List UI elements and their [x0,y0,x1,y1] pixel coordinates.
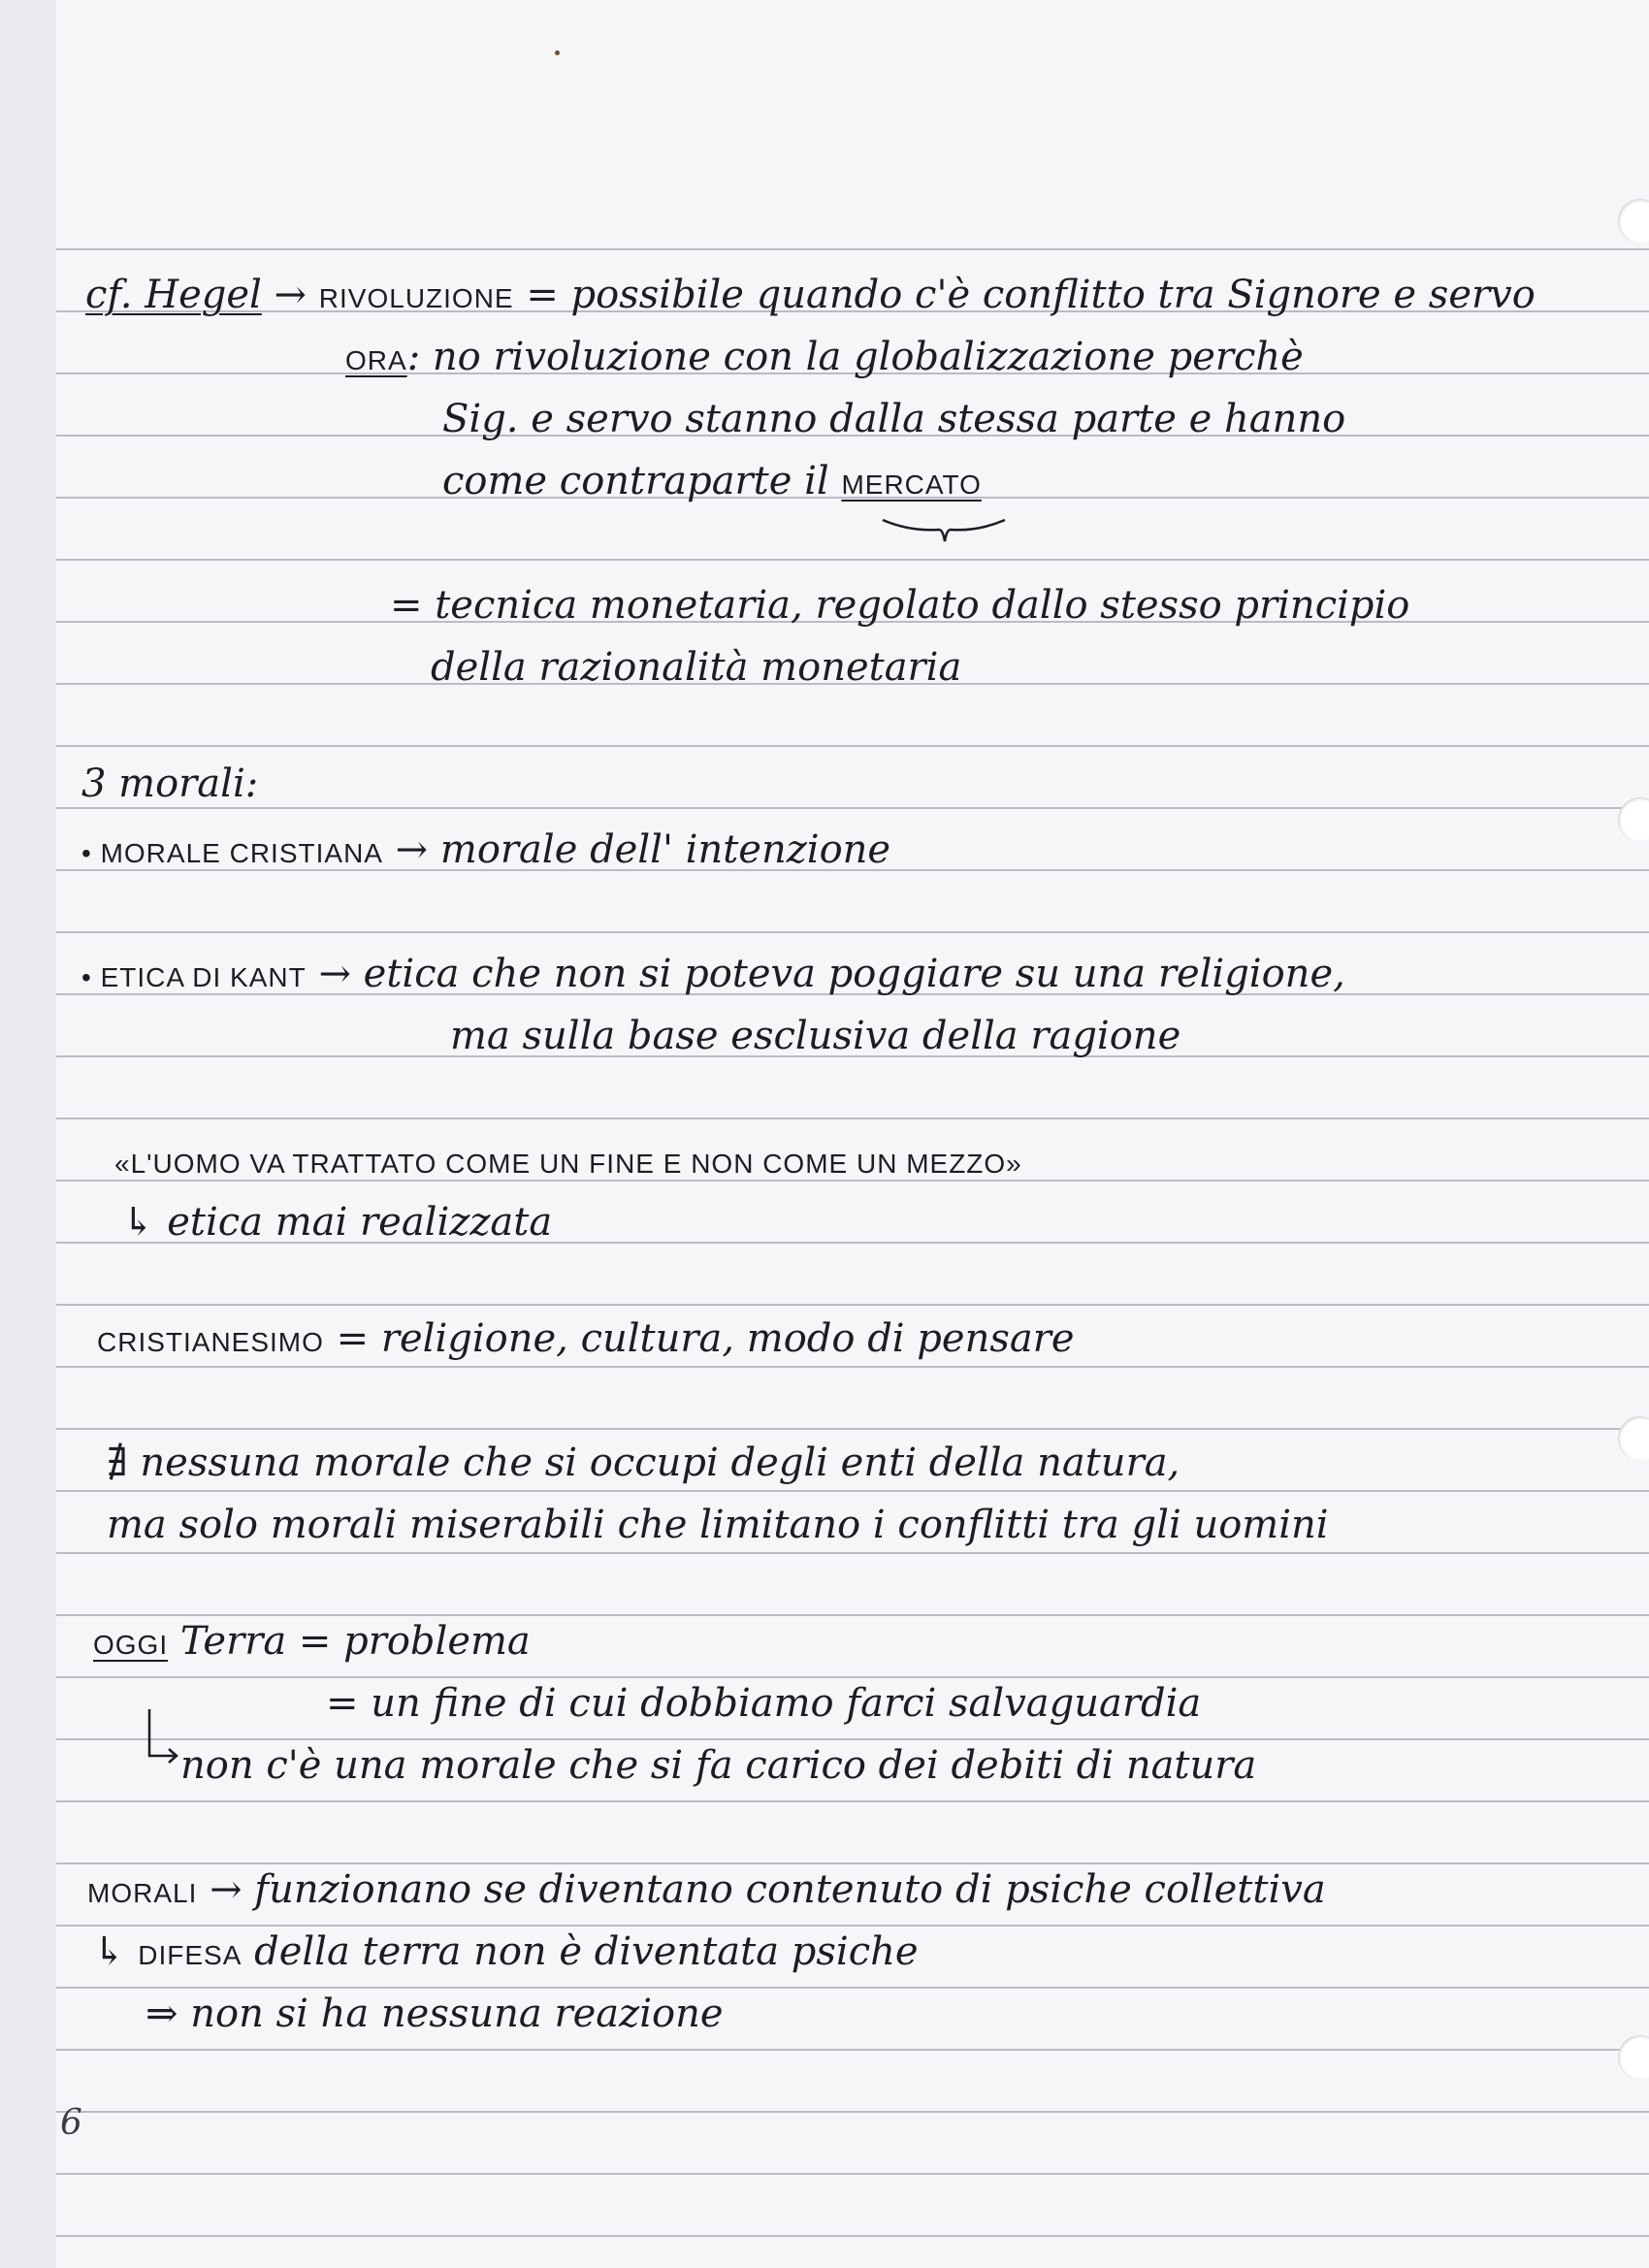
arrow: → [261,273,319,317]
page-number: 6 [60,2103,82,2143]
difesa-text: della terra non è diventata psiche [242,1929,919,1974]
ora-text: : no rivoluzione con la globalizzazione perchè [406,335,1304,379]
branch-arrow-icon [144,1707,182,1766]
note-line-mercato [442,458,982,508]
etica-kant-label: • ETICA DI KANT [81,962,307,992]
note-line-debiti-natura: non c'è una morale che si fa carico dei debiti di natura [180,1743,1257,1788]
morale-cristiana-label: • MORALE CRISTIANA [81,838,383,868]
note-line-oggi [93,1618,531,1669]
oggi-label: OGGI [93,1630,169,1660]
note-line-nessuna-morale: ∄ nessuna morale che si occupi degli enti della natura, [107,1441,1180,1485]
morali-label: MORALI [87,1878,198,1908]
cristianesimo-text: = religione, cultura, modo di pensare [323,1316,1075,1361]
note-line-mai-realizzata: ↳ etica mai realizzata [122,1200,553,1245]
hegel-definition: = possibile quando c'è conflitto tra Signore e servo [513,273,1536,317]
note-line-hegel [85,272,1536,322]
binder-hole [1618,1416,1649,1461]
contraparte-text: come contraparte il [442,459,842,503]
rivoluzione-word: RIVOLUZIONE [318,283,514,313]
note-line-salvaguardia: = un fine di cui dobbiamo farci salvaguardia [326,1681,1202,1726]
binder-hole [1618,2035,1649,2080]
note-line-ragione: ma sulla base esclusiva della ragione [450,1014,1181,1058]
binder-hole [1618,797,1649,842]
terra-problema-text: Terra = problema [168,1619,531,1664]
note-line-morali-miserabili: ma solo morali miserabili che limitano i conflitti tra gli uomini [107,1503,1329,1547]
cristianesimo-label: CRISTIANESIMO [97,1327,324,1357]
ora-label: ORA [345,345,407,375]
difesa-label: DIFESA [138,1940,242,1970]
note-line-razionalita: della razionalità monetaria [431,645,962,690]
note-line-servo: Sig. e servo stanno dalla stessa parte e hanno [442,397,1346,441]
mercato-word: MERCATO [841,470,982,500]
note-line-difesa [93,1928,919,1979]
note-line-tecnica: = tecnica monetaria, regolato dallo stesso principio [390,583,1410,628]
etica-kant-text: → etica che non si poteva poggiare su una religione, [306,952,1345,996]
note-line-morali-psiche [87,1866,1326,1917]
binder-hole [1618,199,1649,243]
note-line-ora [345,334,1304,384]
note-line-cristianesimo [97,1315,1075,1366]
hegel-ref: cf. Hegel [85,273,262,317]
morali-text: → funzionano se diventano contenuto di psiche collettiva [197,1867,1326,1912]
return-arrow: ↳ [93,1929,139,1974]
note-line-morale-cristiana [81,826,890,877]
note-line-kant [81,951,1345,1001]
note-line-reazione: ⇒ non si ha nessuna reazione [146,1992,724,2036]
morale-cristiana-text: → morale dell' intenzione [382,827,891,872]
note-line-tre-morali: 3 morali: [81,761,259,806]
kant-quote: «L'UOMO VA TRATTATO COME UN FINE E NON COME UN MEZZO» [114,1149,1022,1179]
paper-speck [555,50,560,55]
underbrace-mark [881,516,1007,543]
note-line-quote [114,1137,1022,1187]
